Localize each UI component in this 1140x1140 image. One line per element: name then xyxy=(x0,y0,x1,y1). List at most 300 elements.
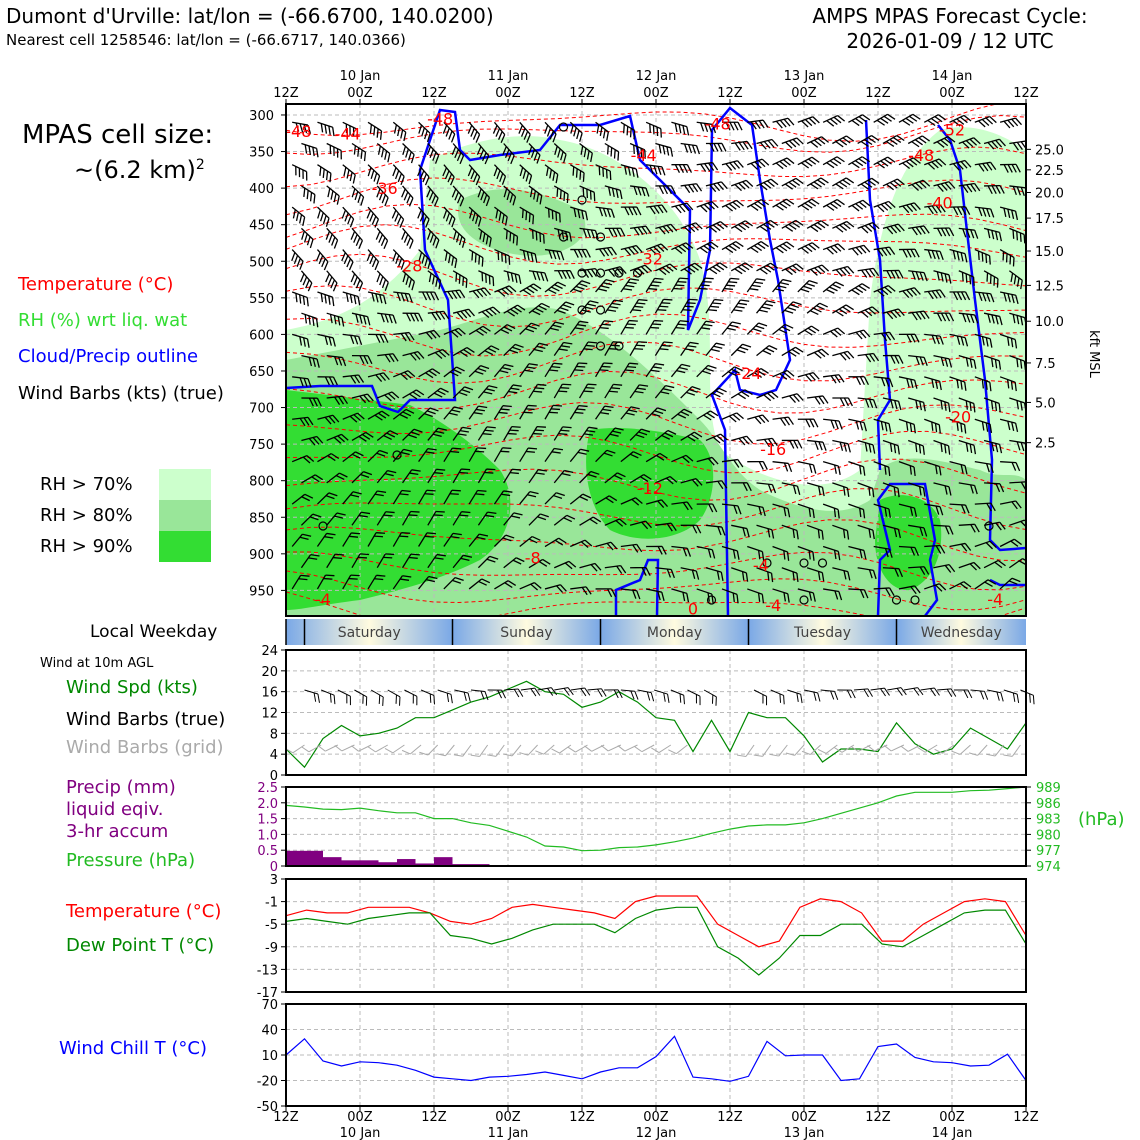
panel-ytick-label: 2.5 xyxy=(257,781,278,796)
temperature-contour-label: -12 xyxy=(636,479,663,498)
xs-wind-barb xyxy=(731,219,752,235)
pressure-tick-label: 350 xyxy=(249,145,274,161)
kft-tick-label: 10.0 xyxy=(1035,315,1064,331)
temperature-contour-label: -48 xyxy=(704,114,731,134)
xs-wind-barb xyxy=(832,176,853,193)
xs-wind-barb xyxy=(337,250,356,270)
temperature-contour-label: -8 xyxy=(524,548,541,568)
xs-wind-barb xyxy=(731,141,752,152)
surface-wind-barb-true xyxy=(871,688,890,698)
xs-wind-barb xyxy=(773,276,792,297)
xs-wind-barb xyxy=(782,218,803,235)
xs-wind-barb xyxy=(807,301,828,320)
kft-tick-label: 5.0 xyxy=(1035,396,1056,412)
panel-frame xyxy=(286,787,1026,866)
bottom-time-label: 12Z xyxy=(421,1110,447,1125)
bottom-time-label: 00Z xyxy=(347,1110,373,1125)
pressure-tick-label: 550 xyxy=(249,291,274,307)
surface-wind-barb-true xyxy=(785,690,805,703)
xs-wind-barb xyxy=(798,241,819,257)
xs-wind-barb xyxy=(823,242,845,257)
xs-wind-barb xyxy=(299,143,320,157)
temperature-contour-label: -48 xyxy=(285,122,312,142)
xs-wind-barb xyxy=(722,240,743,257)
bottom-time-label: 00Z xyxy=(643,1110,669,1125)
top-time-label: 00Z xyxy=(495,86,521,101)
surface-wind-barb-grid xyxy=(402,739,421,757)
pressure-tick-label: 300 xyxy=(249,108,274,124)
station-title: Dumont d'Urville: lat/lon = (-66.6700, 140.0200) xyxy=(6,4,494,28)
xs-wind-barb xyxy=(796,462,817,474)
panel-ytick-label: 1.5 xyxy=(257,812,278,828)
temperature-contour-label: -40 xyxy=(926,193,953,213)
xs-wind-barb xyxy=(463,122,482,142)
panel-ytick-label: 40 xyxy=(261,1023,278,1039)
xs-wind-barb xyxy=(798,278,818,298)
surface-wind-barb-grid xyxy=(471,740,488,759)
surface-wind-barb-true xyxy=(604,690,622,698)
top-day-label: 10 Jan xyxy=(339,69,381,84)
xs-wind-barb xyxy=(338,165,359,184)
pressure-tick-label: 400 xyxy=(249,182,274,198)
xs-wind-barb xyxy=(671,165,691,173)
xs-wind-barb xyxy=(722,199,744,215)
xs-wind-barb xyxy=(340,292,361,305)
pressure-tick-label: 450 xyxy=(249,218,274,234)
surface-wind-barb-true xyxy=(887,687,906,698)
temperature-contour-label: -4 xyxy=(987,590,1004,610)
xs-wind-barb xyxy=(362,250,381,270)
temperature-contour-label: -24 xyxy=(735,364,762,384)
pressure-tick-label: 600 xyxy=(249,328,274,344)
bottom-day-label: 10 Jan xyxy=(339,1126,381,1140)
xs-wind-barb xyxy=(747,240,768,257)
xs-wind-barb xyxy=(287,207,308,226)
surface-wind-barb-grid xyxy=(969,740,987,759)
pressure-tick-label: 750 xyxy=(249,438,274,454)
xs-wind-barb xyxy=(747,276,765,297)
xs-wind-barb xyxy=(782,299,802,319)
pressure-ytick-label: 989 xyxy=(1036,781,1061,796)
panel-ytick-label: 24 xyxy=(261,644,278,659)
weekday-name: Wednesday xyxy=(920,625,1002,641)
kft-tick-label: 12.5 xyxy=(1035,279,1064,295)
top-time-label: 12Z xyxy=(717,86,743,101)
panel-ytick-label: 16 xyxy=(261,685,278,701)
pressure-tick-label: 950 xyxy=(249,584,274,600)
top-time-label: 00Z xyxy=(939,86,965,101)
pressure-ytick-label: 983 xyxy=(1036,812,1061,828)
panel-ytick-label: -9 xyxy=(265,940,278,956)
xs-wind-barb xyxy=(874,155,895,172)
surface-wind-barb-true xyxy=(904,687,923,698)
xs-wind-barb xyxy=(773,240,794,257)
xs-wind-barb xyxy=(798,372,819,385)
surface-wind-barb-grid xyxy=(737,740,754,759)
xs-wind-barb xyxy=(731,179,753,193)
xs-wind-barb xyxy=(807,348,829,363)
xs-wind-barb xyxy=(372,143,393,162)
temperature-contour-label: -48 xyxy=(908,146,935,166)
xs-wind-barb xyxy=(315,292,337,306)
xs-wind-barb xyxy=(645,165,666,176)
surface-wind-barb-true xyxy=(588,688,607,698)
xs-wind-barb xyxy=(731,435,752,448)
xs-wind-barb xyxy=(798,197,819,214)
surface-wind-barb-true xyxy=(554,687,573,698)
xs-wind-barb xyxy=(322,186,343,205)
precip-label-1: Precip (mm) xyxy=(66,777,176,798)
xs-wind-barb xyxy=(848,155,869,172)
kft-tick-label: 25.0 xyxy=(1035,143,1064,159)
weekday-name: Sunday xyxy=(500,625,553,641)
panel-ytick-label: 0.5 xyxy=(257,844,278,860)
xs-wind-barb xyxy=(295,271,314,291)
surface-wind-barb-true xyxy=(700,690,720,706)
panel xyxy=(257,781,1061,875)
precip-bar xyxy=(323,857,342,866)
top-day-label: 12 Jan xyxy=(635,69,677,84)
surface-wind-barb-grid xyxy=(487,740,504,759)
xs-wind-barb xyxy=(807,395,828,406)
xs-wind-barb xyxy=(315,122,336,136)
xs-wind-barb xyxy=(798,155,819,171)
legend-wind: Wind Barbs (kts) (true) xyxy=(18,383,224,404)
xs-wind-barb xyxy=(722,319,741,340)
nearest-cell-subtitle: Nearest cell 1258546: lat/lon = (-66.6717, 140.0366) xyxy=(6,31,406,49)
xs-wind-barb xyxy=(706,143,726,151)
dewpoint-label: Dew Point T (°C) xyxy=(66,935,215,956)
xs-wind-barb xyxy=(832,266,853,279)
xs-wind-barb xyxy=(731,341,751,361)
surface-wind-barb-true xyxy=(521,688,540,698)
xs-wind-barb xyxy=(806,440,827,450)
pressure-ytick-label: 977 xyxy=(1036,844,1061,860)
top-time-label: 12Z xyxy=(865,86,891,101)
xs-wind-barb xyxy=(782,345,803,362)
surface-wind-barb-true xyxy=(367,690,387,706)
surface-wind-barb-grid xyxy=(668,739,687,756)
temperature-contour-label: -4 xyxy=(315,590,331,610)
kft-tick-label: 17.5 xyxy=(1035,212,1064,228)
hpa-unit-label: (hPa) xyxy=(1078,809,1125,830)
pressure-tick-label: 500 xyxy=(249,255,274,271)
panel-ytick-label: 70 xyxy=(261,998,278,1013)
temperature-contour-label: -28 xyxy=(396,256,423,276)
panel-ytick-label: 12 xyxy=(261,706,278,722)
pressure-ytick-label: 980 xyxy=(1036,828,1061,844)
surface-wind-barb-grid xyxy=(786,740,804,759)
bottom-time-label: 12Z xyxy=(273,1110,299,1125)
surface-wind-barb-grid xyxy=(651,738,670,754)
surface-wind-barb-true xyxy=(401,690,421,705)
xs-wind-barb xyxy=(312,207,332,227)
xs-wind-barb xyxy=(364,122,385,140)
temperature-contour-label: -4 xyxy=(765,596,782,616)
surface-wind-barb-true xyxy=(954,690,972,698)
xs-wind-barb xyxy=(286,250,305,270)
wind-10m-title: Wind at 10m AGL xyxy=(40,656,154,671)
surface-wind-barb-grid xyxy=(986,740,1003,759)
xs-wind-barb xyxy=(323,143,344,159)
panel-ytick-label: 3 xyxy=(269,873,278,888)
xs-wind-barb xyxy=(722,160,743,173)
precip-bar xyxy=(286,851,305,866)
pressure-tick-label: 900 xyxy=(249,547,274,563)
kft-tick-label: 2.5 xyxy=(1035,436,1056,452)
panel-ytick-label: -20 xyxy=(256,1074,278,1090)
top-time-label: 12Z xyxy=(1013,86,1039,101)
xs-wind-barb xyxy=(321,228,340,248)
kft-tick-label: 15.0 xyxy=(1035,245,1064,261)
xs-wind-barb xyxy=(396,186,415,206)
xs-wind-barb xyxy=(773,322,794,341)
lower-panels xyxy=(257,644,1061,1140)
surface-wind-barb-grid xyxy=(918,738,938,754)
surface-wind-barb-true xyxy=(937,688,956,697)
xs-wind-barb xyxy=(346,271,365,291)
xs-wind-barb xyxy=(397,143,417,163)
surface-wind-barb-true xyxy=(921,687,940,697)
temperature-contour-label: -20 xyxy=(945,407,972,427)
panel-ytick-label: 4 xyxy=(269,748,278,764)
legend-rh90-label: RH > 90% xyxy=(40,536,133,557)
xs-wind-barb xyxy=(798,115,820,129)
top-time-label: 12Z xyxy=(273,86,299,101)
xs-wind-barb xyxy=(782,137,804,151)
forecast-cycle-line2: 2026-01-09 / 12 UTC xyxy=(846,29,1054,53)
weekday-strip xyxy=(286,619,1026,645)
xs-wind-barb xyxy=(680,143,701,154)
xs-wind-barb xyxy=(832,350,853,363)
xs-wind-barb xyxy=(848,244,869,257)
xs-wind-barb xyxy=(848,329,869,342)
surface-wind-barb-true xyxy=(571,687,590,698)
xs-wind-barb xyxy=(773,156,795,172)
panel-ytick-label: -17 xyxy=(256,986,278,1001)
xs-wind-barb xyxy=(782,177,803,193)
xs-wind-barb xyxy=(773,117,794,130)
panel-ytick-label: 2.0 xyxy=(257,796,278,812)
xs-wind-barb xyxy=(397,228,416,248)
xs-wind-barb xyxy=(348,143,369,161)
top-time-label: 12Z xyxy=(569,86,595,101)
xs-wind-barb xyxy=(296,228,316,248)
temperature-contour-label: 0 xyxy=(687,599,699,619)
surface-wind-barb-true xyxy=(668,690,688,704)
precip-bar xyxy=(434,857,453,866)
weekday-name: Monday xyxy=(646,625,703,641)
panel-ytick-label: -1 xyxy=(265,895,278,911)
xs-wind-barb xyxy=(289,165,310,181)
top-time-label: 12Z xyxy=(421,86,447,101)
surface-wind-barb-grid xyxy=(454,740,471,759)
xs-wind-barb xyxy=(823,114,845,130)
xs-wind-barb xyxy=(798,324,819,341)
pressure-tick-label: 650 xyxy=(249,364,274,380)
panel-ytick-label: -13 xyxy=(256,963,278,979)
weekday-label: Local Weekday xyxy=(90,622,218,642)
top-day-label: 13 Jan xyxy=(783,69,825,84)
pressure-tick-label: 800 xyxy=(249,474,274,490)
xs-wind-barb xyxy=(807,264,829,279)
panel-ytick-label: -5 xyxy=(265,918,278,934)
forecast-cycle-line1: AMPS MPAS Forecast Cycle: xyxy=(812,4,1088,28)
pressure-ytick-label: 986 xyxy=(1036,796,1061,812)
temperature-contour-label: -44 xyxy=(334,124,361,144)
xs-wind-barb xyxy=(697,162,718,173)
wind-speed-label: Wind Spd (kts) xyxy=(66,677,198,698)
xs-wind-barb xyxy=(822,419,843,429)
pressure-tick-label: 700 xyxy=(249,401,274,417)
legend-temperature: Temperature (°C) xyxy=(18,274,174,295)
surface-wind-barb-true xyxy=(652,690,672,703)
surface-wind-barb-true xyxy=(854,689,873,698)
bottom-time-label: 00Z xyxy=(495,1110,521,1125)
surface-wind-barb-true xyxy=(302,690,322,703)
bottom-time-label: 12Z xyxy=(569,1110,595,1125)
xs-wind-barb xyxy=(832,398,852,406)
bottom-time-label: 12Z xyxy=(1013,1110,1039,1125)
kft-tick-label: 22.5 xyxy=(1035,163,1064,179)
surface-wind-barb-grid xyxy=(503,740,521,759)
surface-wind-barb-grid xyxy=(635,738,655,754)
xs-wind-barb xyxy=(823,155,844,172)
temperature-label: Temperature (°C) xyxy=(66,901,222,922)
panel-ytick-label: 10 xyxy=(261,1049,278,1064)
xs-wind-barb xyxy=(782,262,803,278)
xs-wind-barb xyxy=(289,292,311,306)
kft-axis-label: kft MSL xyxy=(1086,330,1101,378)
xs-wind-barb xyxy=(823,198,844,215)
surface-wind-barb-grid xyxy=(552,738,571,755)
surface-wind-barb-true xyxy=(384,690,404,706)
precip-label-3: 3-hr accum xyxy=(66,821,169,842)
surface-wind-barb-true xyxy=(1001,690,1021,703)
xs-wind-barb xyxy=(706,181,727,194)
temperature-contour-label: -4 xyxy=(752,555,769,575)
surface-wind-barb-true xyxy=(504,689,523,698)
xs-wind-barb xyxy=(772,462,793,472)
surface-wind-barb-grid xyxy=(754,740,771,759)
wind-chill-label: Wind Chill T (°C) xyxy=(59,1038,207,1059)
legend-rh70-label: RH > 70% xyxy=(40,474,133,495)
precip-bar xyxy=(305,851,324,866)
panel-ytick-label: -50 xyxy=(256,1100,278,1115)
xs-wind-barb xyxy=(782,393,803,406)
temperature-contour-label: -48 xyxy=(427,109,454,129)
wind-barbs-true-label: Wind Barbs (true) xyxy=(66,709,226,730)
panel xyxy=(257,873,1026,1001)
panel-ytick-label: 20 xyxy=(261,664,278,680)
wind-barbs-grid-label: Wind Barbs (grid) xyxy=(66,737,224,758)
bottom-time-label: 12Z xyxy=(865,1110,891,1125)
kft-tick-label: 20.0 xyxy=(1035,186,1064,202)
xs-wind-barb xyxy=(848,282,869,299)
temperature-contour-label: -52 xyxy=(938,120,966,140)
pressure-tick-label: 850 xyxy=(249,511,274,527)
top-day-label: 11 Jan xyxy=(487,69,529,84)
xs-wind-barb xyxy=(798,419,818,427)
top-time-label: 00Z xyxy=(643,86,669,101)
xs-wind-barb xyxy=(321,271,340,291)
temperature-contour-label: -44 xyxy=(630,146,657,166)
xs-wind-barb xyxy=(848,199,869,215)
surface-wind-barb-true xyxy=(684,690,704,705)
xs-wind-barb xyxy=(823,280,844,299)
xs-wind-barb xyxy=(832,220,853,236)
xs-wind-barb xyxy=(643,122,665,137)
xs-wind-barb xyxy=(1000,117,1021,130)
pressure-label: Pressure (hPa) xyxy=(66,850,196,871)
xs-wind-barb xyxy=(371,228,390,248)
xs-wind-barb xyxy=(832,134,853,150)
top-day-label: 14 Jan xyxy=(931,69,973,84)
surface-wind-barb-grid xyxy=(385,738,404,755)
surface-wind-barb-true xyxy=(1017,690,1037,704)
cell-size-text: ~(6.2 km) xyxy=(74,156,196,184)
xs-wind-barb xyxy=(313,165,334,183)
bottom-day-label: 11 Jan xyxy=(487,1126,529,1140)
xs-wind-barb xyxy=(337,207,356,227)
surface-wind-barb-grid xyxy=(368,738,388,754)
xs-wind-barb xyxy=(697,200,719,214)
bottom-day-label: 12 Jan xyxy=(635,1126,677,1140)
panel xyxy=(261,644,1037,784)
bottom-day-label: 13 Jan xyxy=(783,1126,825,1140)
temperature-contour-label: -16 xyxy=(760,440,787,460)
xs-wind-barb xyxy=(747,414,768,427)
surface-wind-barb-true xyxy=(435,690,455,703)
weekday-name: Tuesday xyxy=(794,625,851,641)
temperature-contour-label: -36 xyxy=(371,179,398,199)
xs-wind-barb xyxy=(731,297,749,318)
panel-ytick-label: 1.0 xyxy=(257,828,278,844)
bottom-time-label: 00Z xyxy=(939,1110,965,1125)
panel xyxy=(257,998,1026,1115)
surface-wind-barb-grid xyxy=(437,740,455,759)
xs-wind-barb xyxy=(747,320,767,340)
kft-tick-label: 7.5 xyxy=(1035,356,1056,372)
precip-label-2: liquid eqiv. xyxy=(66,799,164,820)
weekday-name: Saturday xyxy=(337,625,401,641)
surface-wind-barb-true xyxy=(334,690,354,705)
panel-ytick-label: 0 xyxy=(269,860,278,875)
panel-ytick-label: 0 xyxy=(269,769,278,784)
cell-size-label: MPAS cell size: xyxy=(22,120,214,150)
xs-wind-barb xyxy=(747,462,767,470)
xs-wind-barb xyxy=(773,417,794,428)
surface-wind-barb-grid xyxy=(770,740,787,759)
surface-wind-barb-true xyxy=(750,690,770,705)
bottom-time-label: 12Z xyxy=(717,1110,743,1125)
cell-size-exponent: 2 xyxy=(195,157,205,173)
pressure-ytick-label: 974 xyxy=(1036,860,1061,875)
bottom-time-label: 00Z xyxy=(791,1110,817,1125)
legend-rh80-label: RH > 80% xyxy=(40,505,133,526)
xs-wind-barb xyxy=(807,176,828,193)
xs-wind-barb xyxy=(346,228,365,248)
temperature-contour-label: -32 xyxy=(636,249,663,269)
xs-wind-barb xyxy=(831,440,852,452)
panel-ytick-label: 8 xyxy=(269,727,278,743)
xs-wind-barb xyxy=(681,183,702,194)
xs-wind-barb xyxy=(697,240,718,256)
xs-wind-barb xyxy=(821,462,842,475)
xs-wind-barb xyxy=(722,411,744,426)
surface-wind-barb-grid xyxy=(519,740,537,759)
xs-wind-barb xyxy=(387,207,406,227)
